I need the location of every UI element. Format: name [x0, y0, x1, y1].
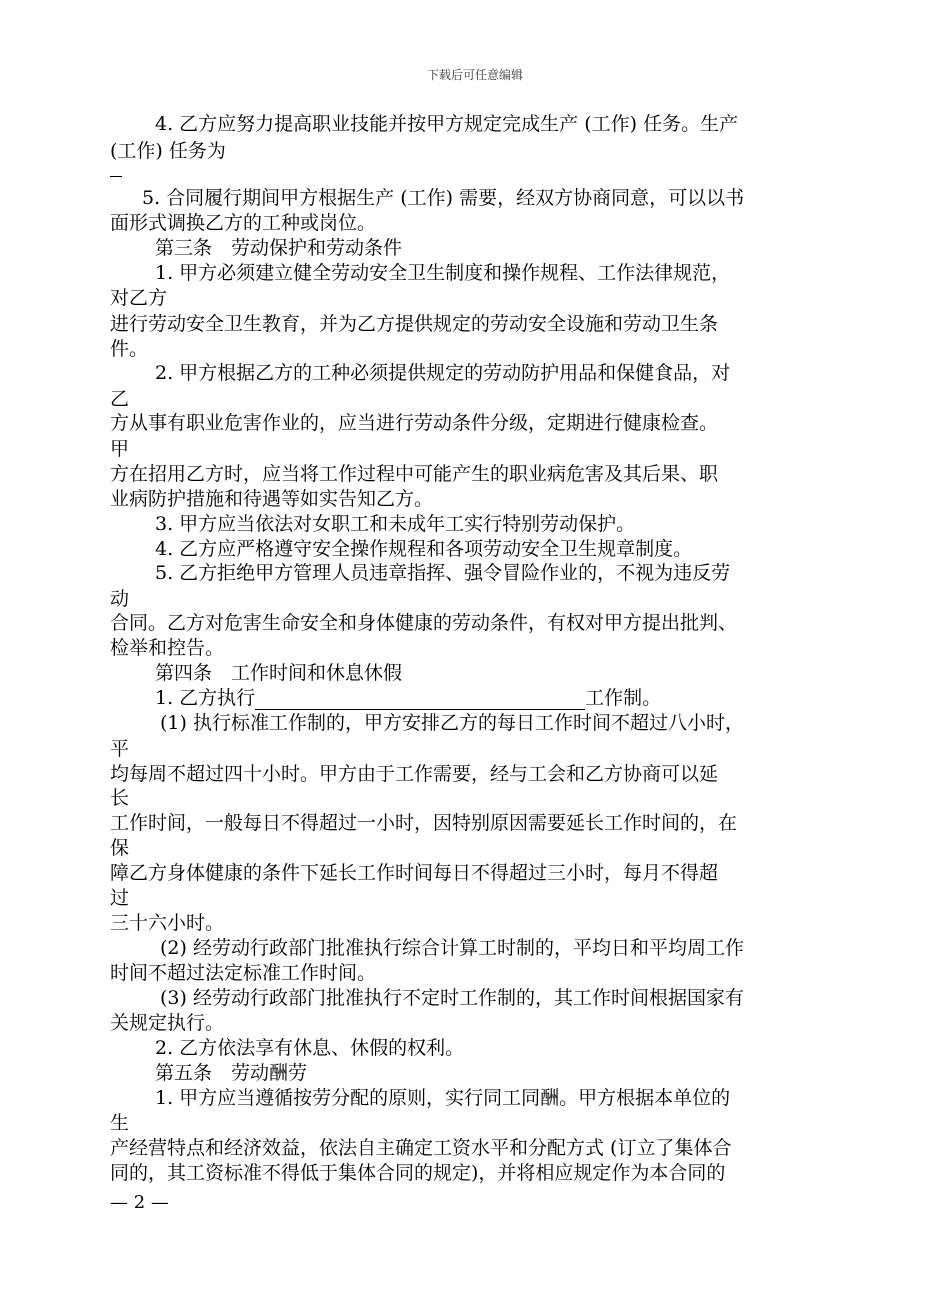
text-segment: 1. 乙方执行	[155, 687, 256, 709]
text-line: 4. 乙方应严格遵守安全操作规程和各项劳动安全卫生规章制度。	[155, 538, 693, 560]
text-line: 件。	[110, 338, 149, 360]
text-line: 方在招用乙方时，应当将工作过程中可能产生的职业病危害及其后果、职	[110, 463, 719, 485]
text-line: 2. 乙方依法享有休息、休假的权利。	[155, 1037, 465, 1059]
text-line: 保	[110, 837, 130, 859]
text-line: 1. 甲方应当遵循按劳分配的原则，实行同工同酬。甲方根据本单位的	[155, 1087, 731, 1109]
text-line: 业病防护措施和待遇等如实告知乙方。	[110, 488, 434, 510]
text-line: (3) 经劳动行政部门批准执行不定时工作制的，其工作时间根据国家有	[160, 987, 744, 1009]
page-number: — 2 —	[110, 1192, 169, 1213]
text-line: 5. 合同履行期间甲方根据生产 (工作) 需要，经双方协商同意，可以以书	[142, 187, 745, 209]
text-line: 时间不超过法定标准工作时间。	[110, 962, 377, 984]
text-line: (工作) 任务为	[110, 140, 226, 162]
text-line: 5. 乙方拒绝甲方管理人员违章指挥、强令冒险作业的，不视为违反劳	[155, 562, 731, 584]
text-line: 进行劳动安全卫生教育，并为乙方提供规定的劳动安全设施和劳动卫生条	[110, 313, 719, 335]
text-line: 检举和控告。	[110, 637, 225, 659]
text-line: 2. 甲方根据乙方的工种必须提供规定的劳动防护用品和保健食品，对	[155, 362, 731, 384]
text-line: 3. 甲方应当依法对女职工和未成年工实行特别劳动保护。	[155, 513, 636, 535]
text-line: (1) 执行标准工作制的，甲方安排乙方的每日工作时间不超过八小时，	[160, 712, 744, 734]
text-line: 动	[110, 588, 130, 610]
section-heading: 第三条 劳动保护和劳动条件	[155, 237, 403, 259]
text-line: 生	[110, 1112, 130, 1134]
text-line	[155, 686, 661, 710]
text-line: 面形式调换乙方的工种或岗位。	[110, 212, 377, 234]
text-line: 合同。乙方对危害生命安全和身体健康的劳动条件，有权对甲方提出批判、	[110, 612, 738, 634]
underline-mark	[110, 176, 122, 177]
text-line: (2) 经劳动行政部门批准执行综合计算工时制的，平均日和平均周工作	[160, 937, 744, 959]
fill-in-blank	[255, 689, 585, 710]
text-line: 方从事有职业危害作业的，应当进行劳动条件分级，定期进行健康检查。	[110, 412, 719, 434]
section-heading: 第五条 劳动酬劳	[155, 1062, 308, 1084]
page-header: 下载后可任意编辑	[426, 68, 523, 82]
text-line: 乙	[110, 388, 130, 410]
text-line: 甲	[110, 438, 130, 460]
text-line: 1. 甲方必须建立健全劳动安全卫生制度和操作规程、工作法律规范，	[155, 262, 731, 284]
text-segment: 工作制。	[585, 687, 662, 709]
text-line: 对乙方	[110, 287, 168, 309]
text-line: 长	[110, 787, 130, 809]
text-line: 均每周不超过四十小时。甲方由于工作需要，经与工会和乙方协商可以延	[110, 763, 719, 785]
text-line: 障乙方身体健康的条件下延长工作时间每日不得超过三小时，每月不得超	[110, 862, 719, 884]
text-line: 过	[110, 887, 130, 909]
section-heading: 第四条 工作时间和休息休假	[155, 662, 403, 684]
text-line: 关规定执行。	[110, 1012, 225, 1034]
text-line: 三十六小时。	[110, 912, 225, 934]
text-line: 4. 乙方应努力提高职业技能并按甲方规定完成生产 (工作) 任务。生产	[155, 113, 739, 135]
text-line: 工作时间，一般每日不得超过一小时，因特别原因需要延长工作时间的，在	[110, 812, 738, 834]
text-line: 同的，其工资标准不得低于集体合同的规定)，并将相应规定作为本合同的	[110, 1162, 726, 1184]
text-line: 产经营特点和经济效益，依法自主确定工资水平和分配方式 (订立了集体合	[110, 1137, 732, 1159]
text-line: 平	[110, 738, 130, 760]
